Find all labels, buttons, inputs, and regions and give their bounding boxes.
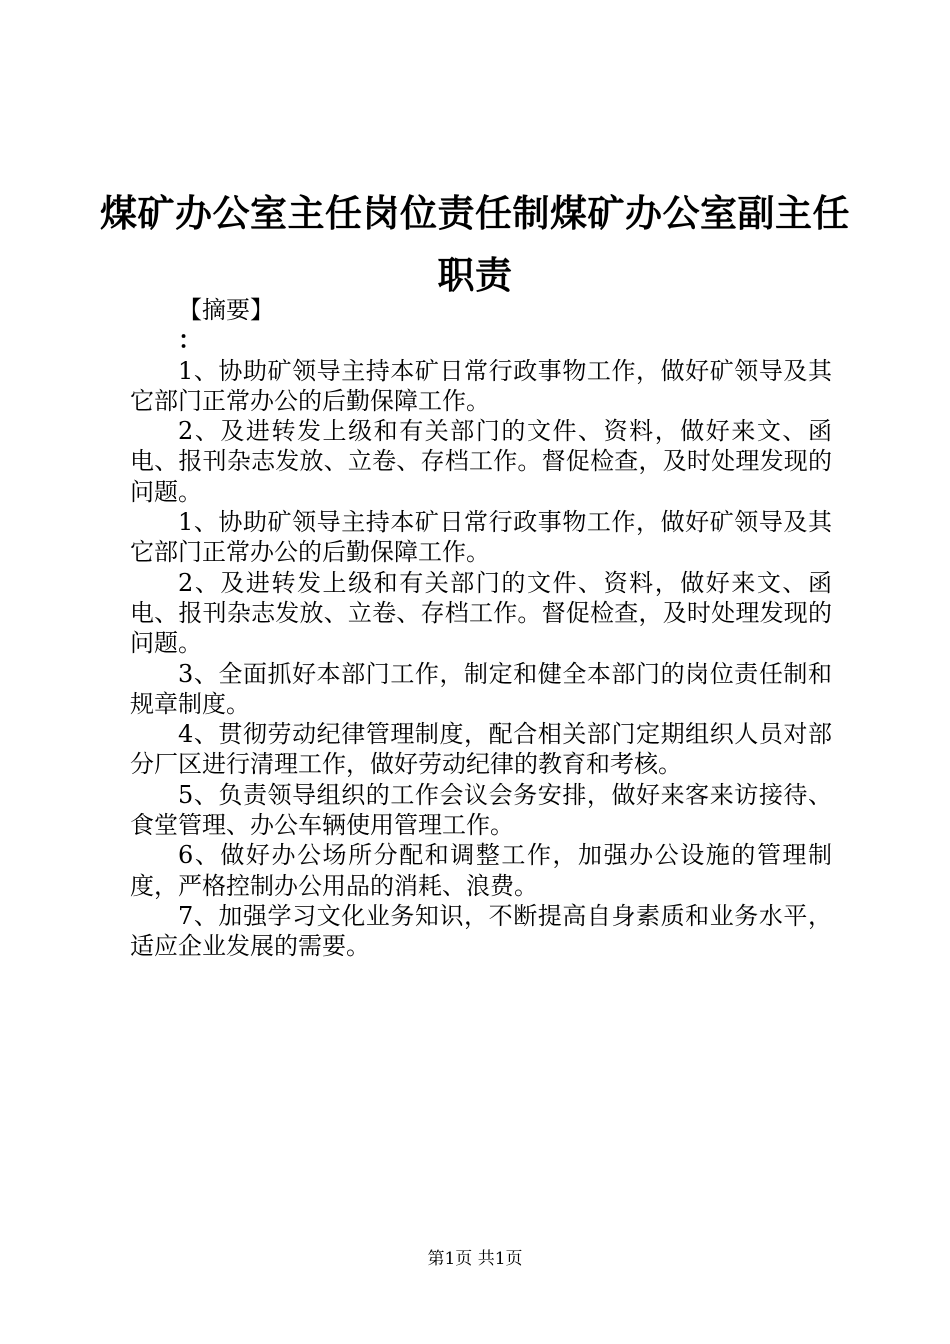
paragraph: 7、加强学习文化业务知识，不断提高自身素质和业务水平，适应企业发展的需要。 [130, 901, 832, 961]
paragraph: 4、贯彻劳动纪律管理制度，配合相关部门定期组织人员对部分厂区进行清理工作，做好劳动纪律的教育和考核。 [130, 720, 832, 779]
paragraph: 2、及进转发上级和有关部门的文件、资料，做好来文、函电、报刊杂志发放、立卷、存档工作。督促检查，及时处理发现的问题。 [130, 568, 832, 658]
paragraph: 3、全面抓好本部门工作，制定和健全本部门的岗位责任制和规章制度。 [130, 659, 832, 718]
paragraph: 2、及进转发上级和有关部门的文件、资料，做好来文、函电、报刊杂志发放、立卷、存档工作。督促检查，及时处理发现的问题。 [130, 417, 832, 506]
paragraph: 6、做好办公场所分配和调整工作，加强办公设施的管理制度，严格控制办公用品的消耗、浪费。 [130, 841, 832, 900]
abstract-label: 【摘要】 [178, 296, 274, 324]
paragraph: 5、负责领导组织的工作会议会务安排，做好来客来访接待、食堂管理、办公车辆使用管理工作。 [130, 780, 832, 840]
document-title: 煤矿办公室主任岗位责任制煤矿办公室副主任职责 [100, 191, 850, 297]
paragraph: 1、协助矿领导主持本矿日常行政事物工作，做好矿领导及其它部门正常办公的后勤保障工作。 [130, 356, 832, 415]
abstract-colon: ： [178, 325, 202, 355]
paragraph: 1、协助矿领导主持本矿日常行政事物工作，做好矿领导及其它部门正常办公的后勤保障工作。 [130, 508, 832, 567]
page-footer: 第1页 共1页 [427, 1249, 523, 1269]
document-body [130, 295, 832, 962]
